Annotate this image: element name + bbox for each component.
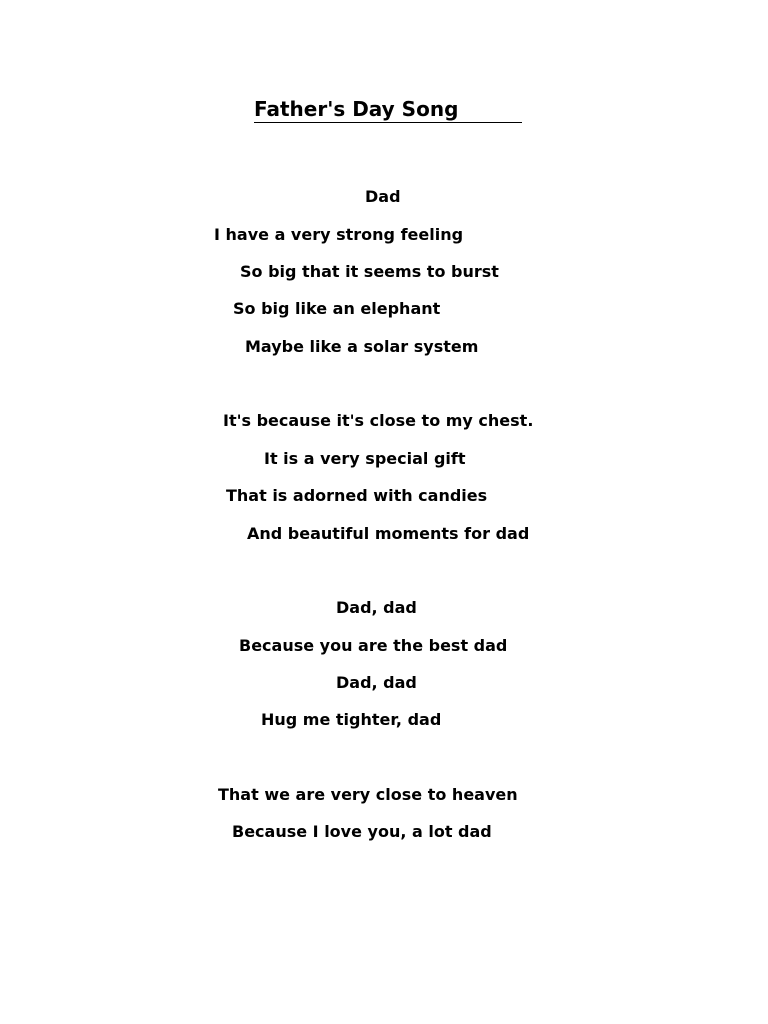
lyric-line: It is a very special gift [264,449,466,468]
lyric-line: That we are very close to heaven [218,785,518,804]
lyric-line: Dad [365,187,401,206]
lyric-line: Because you are the best dad [239,636,508,655]
lyric-line: Dad, dad [336,673,417,692]
lyric-line: Maybe like a solar system [245,337,479,356]
lyric-line: And beautiful moments for dad [247,524,530,543]
lyric-line: It's because it's close to my chest. [223,411,534,430]
lyric-line: So big like an elephant [233,299,441,318]
lyric-line: So big that it seems to burst [240,262,499,281]
lyric-line: Because I love you, a lot dad [232,822,492,841]
lyric-line: Dad, dad [336,598,417,617]
song-title-text: Father's Day Song [254,97,459,121]
lyric-line: I have a very strong feeling [214,225,464,244]
lyric-line: Hug me tighter, dad [261,710,442,729]
song-title [254,96,522,123]
lyric-line: That is adorned with candies [226,486,488,505]
